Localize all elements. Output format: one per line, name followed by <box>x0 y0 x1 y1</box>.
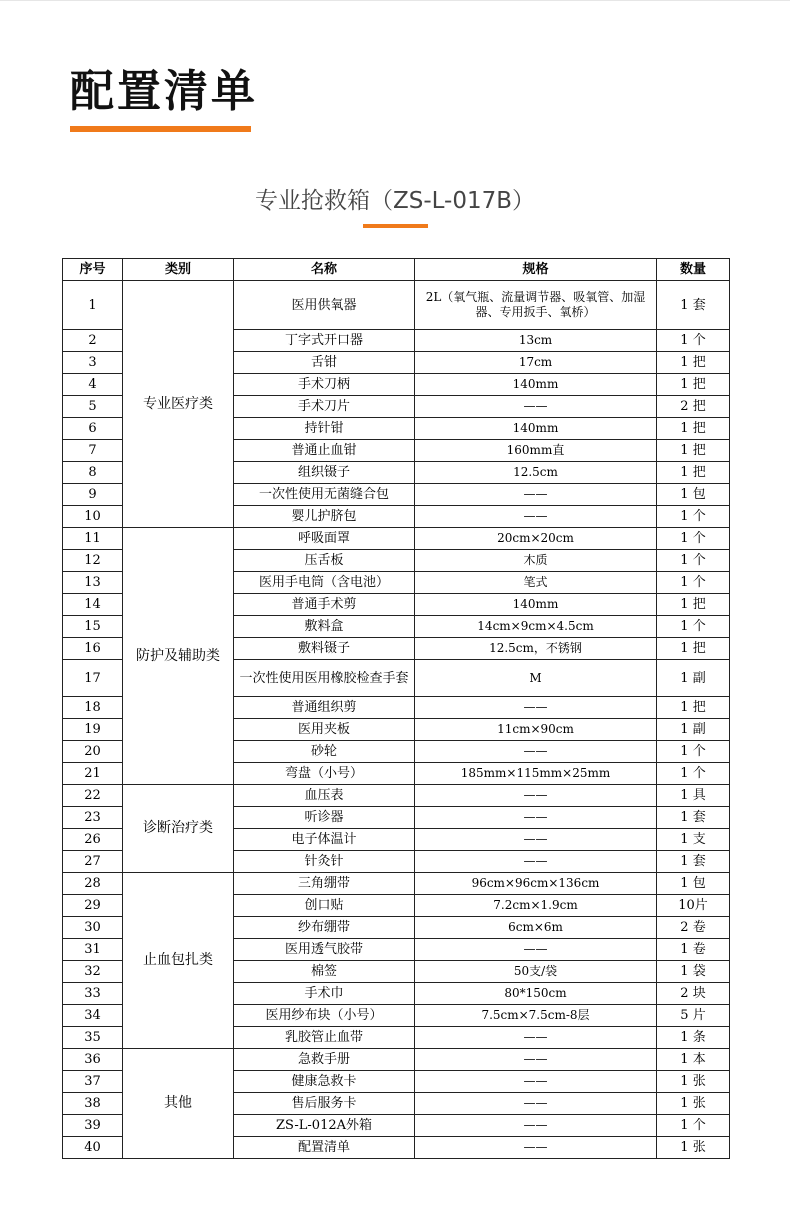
item-quantity: 1 本 <box>657 1049 730 1071</box>
item-name: 手术巾 <box>234 983 415 1005</box>
item-quantity: 1 个 <box>657 616 730 638</box>
item-spec: —— <box>415 1093 657 1115</box>
item-name: 三角绷带 <box>234 873 415 895</box>
item-name: 普通组织剪 <box>234 697 415 719</box>
item-quantity: 1 把 <box>657 594 730 616</box>
item-spec: —— <box>415 1071 657 1093</box>
row-number: 30 <box>63 917 123 939</box>
item-name: 医用供氧器 <box>234 281 415 330</box>
header-spec: 规格 <box>415 259 657 281</box>
item-spec: 80*150cm <box>415 983 657 1005</box>
item-quantity: 1 把 <box>657 352 730 374</box>
row-number: 31 <box>63 939 123 961</box>
item-quantity: 1 把 <box>657 697 730 719</box>
row-number: 13 <box>63 572 123 594</box>
item-name: 急救手册 <box>234 1049 415 1071</box>
item-spec: 160mm直 <box>415 440 657 462</box>
item-spec: —— <box>415 785 657 807</box>
item-spec: 木质 <box>415 550 657 572</box>
item-quantity: 1 袋 <box>657 961 730 983</box>
item-name: 呼吸面罩 <box>234 528 415 550</box>
row-number: 3 <box>63 352 123 374</box>
row-number: 29 <box>63 895 123 917</box>
item-spec: 7.2cm×1.9cm <box>415 895 657 917</box>
row-number: 23 <box>63 807 123 829</box>
item-name: 普通止血钳 <box>234 440 415 462</box>
item-name: 售后服务卡 <box>234 1093 415 1115</box>
item-spec: —— <box>415 1115 657 1137</box>
row-number: 21 <box>63 763 123 785</box>
header-no: 序号 <box>63 259 123 281</box>
item-spec: —— <box>415 807 657 829</box>
table-row <box>63 873 730 895</box>
item-spec: 7.5cm×7.5cm-8层 <box>415 1005 657 1027</box>
item-name: 敷料盒 <box>234 616 415 638</box>
category-cell: 诊断治疗类 <box>123 785 234 873</box>
item-name: 医用夹板 <box>234 719 415 741</box>
table-row <box>63 785 730 807</box>
item-quantity: 1 个 <box>657 550 730 572</box>
item-spec: 14cm×9cm×4.5cm <box>415 616 657 638</box>
item-quantity: 5 片 <box>657 1005 730 1027</box>
row-number: 32 <box>63 961 123 983</box>
row-number: 9 <box>63 484 123 506</box>
item-quantity: 1 个 <box>657 741 730 763</box>
item-quantity: 1 个 <box>657 330 730 352</box>
title-underline <box>70 126 251 132</box>
row-number: 17 <box>63 660 123 697</box>
item-quantity: 1 卷 <box>657 939 730 961</box>
item-spec: 笔式 <box>415 572 657 594</box>
row-number: 38 <box>63 1093 123 1115</box>
row-number: 27 <box>63 851 123 873</box>
item-name: 组织镊子 <box>234 462 415 484</box>
item-quantity: 1 把 <box>657 440 730 462</box>
item-spec: —— <box>415 939 657 961</box>
item-name: 弯盘（小号） <box>234 763 415 785</box>
product-subtitle: 专业抢救箱（ZS-L-017B） <box>254 188 536 214</box>
item-quantity: 1 副 <box>657 660 730 697</box>
item-name: 舌钳 <box>234 352 415 374</box>
item-spec: 12.5cm，不锈钢 <box>415 638 657 660</box>
item-quantity: 1 支 <box>657 829 730 851</box>
item-name: 医用纱布块（小号） <box>234 1005 415 1027</box>
row-number: 12 <box>63 550 123 572</box>
row-number: 5 <box>63 396 123 418</box>
row-number: 16 <box>63 638 123 660</box>
item-quantity: 1 张 <box>657 1093 730 1115</box>
header-qty: 数量 <box>657 259 730 281</box>
row-number: 18 <box>63 697 123 719</box>
item-name: 配置清单 <box>234 1137 415 1159</box>
item-spec: —— <box>415 484 657 506</box>
configuration-table <box>62 258 730 1159</box>
table-header-row <box>63 259 730 281</box>
table-row <box>63 528 730 550</box>
item-spec: —— <box>415 1049 657 1071</box>
item-name: 手术刀片 <box>234 396 415 418</box>
item-spec: —— <box>415 851 657 873</box>
item-name: 敷料镊子 <box>234 638 415 660</box>
item-name: 针灸针 <box>234 851 415 873</box>
item-spec: 96cm×96cm×136cm <box>415 873 657 895</box>
item-spec: —— <box>415 1137 657 1159</box>
row-number: 34 <box>63 1005 123 1027</box>
item-quantity: 1 个 <box>657 506 730 528</box>
row-number: 28 <box>63 873 123 895</box>
row-number: 33 <box>63 983 123 1005</box>
item-quantity: 1 条 <box>657 1027 730 1049</box>
item-spec: 11cm×90cm <box>415 719 657 741</box>
row-number: 39 <box>63 1115 123 1137</box>
item-spec: 17cm <box>415 352 657 374</box>
item-quantity: 1 副 <box>657 719 730 741</box>
page-title: 配置清单 <box>70 66 258 117</box>
item-quantity: 1 把 <box>657 374 730 396</box>
item-name: 压舌板 <box>234 550 415 572</box>
row-number: 11 <box>63 528 123 550</box>
item-quantity: 1 张 <box>657 1137 730 1159</box>
row-number: 4 <box>63 374 123 396</box>
item-quantity: 1 把 <box>657 418 730 440</box>
item-spec: 13cm <box>415 330 657 352</box>
item-quantity: 10片 <box>657 895 730 917</box>
item-quantity: 1 套 <box>657 281 730 330</box>
item-name: 普通手术剪 <box>234 594 415 616</box>
item-name: 婴儿护脐包 <box>234 506 415 528</box>
item-spec: 12.5cm <box>415 462 657 484</box>
item-name: 创口贴 <box>234 895 415 917</box>
item-spec: M <box>415 660 657 697</box>
header-name: 名称 <box>234 259 415 281</box>
item-quantity: 1 张 <box>657 1071 730 1093</box>
table-body <box>63 281 730 1159</box>
row-number: 7 <box>63 440 123 462</box>
item-quantity: 1 把 <box>657 638 730 660</box>
item-name: 一次性使用无菌缝合包 <box>234 484 415 506</box>
row-number: 37 <box>63 1071 123 1093</box>
row-number: 2 <box>63 330 123 352</box>
item-spec: —— <box>415 506 657 528</box>
item-quantity: 1 包 <box>657 873 730 895</box>
row-number: 1 <box>63 281 123 330</box>
item-spec: —— <box>415 396 657 418</box>
category-cell: 其他 <box>123 1049 234 1159</box>
category-cell: 专业医疗类 <box>123 281 234 528</box>
item-name: 医用透气胶带 <box>234 939 415 961</box>
item-spec: —— <box>415 697 657 719</box>
item-spec: 2L（氧气瓶、流量调节器、吸氧管、加湿器、专用扳手、氧桥） <box>415 281 657 330</box>
item-spec: 185mm×115mm×25mm <box>415 763 657 785</box>
item-quantity: 1 包 <box>657 484 730 506</box>
item-name: 血压表 <box>234 785 415 807</box>
top-divider <box>0 0 790 1</box>
row-number: 14 <box>63 594 123 616</box>
row-number: 6 <box>63 418 123 440</box>
item-quantity: 1 个 <box>657 528 730 550</box>
row-number: 20 <box>63 741 123 763</box>
category-cell: 防护及辅助类 <box>123 528 234 785</box>
item-name: 纱布绷带 <box>234 917 415 939</box>
item-name: 乳胶管止血带 <box>234 1027 415 1049</box>
item-spec: 20cm×20cm <box>415 528 657 550</box>
item-quantity: 1 个 <box>657 1115 730 1137</box>
row-number: 10 <box>63 506 123 528</box>
item-spec: 6cm×6m <box>415 917 657 939</box>
item-spec: —— <box>415 829 657 851</box>
item-spec: 50支/袋 <box>415 961 657 983</box>
row-number: 22 <box>63 785 123 807</box>
item-name: 砂轮 <box>234 741 415 763</box>
row-number: 19 <box>63 719 123 741</box>
item-spec: 140mm <box>415 418 657 440</box>
item-quantity: 1 把 <box>657 462 730 484</box>
item-name: 一次性使用医用橡胶检查手套 <box>234 660 415 697</box>
row-number: 40 <box>63 1137 123 1159</box>
category-cell: 止血包扎类 <box>123 873 234 1049</box>
row-number: 8 <box>63 462 123 484</box>
item-name: 持针钳 <box>234 418 415 440</box>
row-number: 35 <box>63 1027 123 1049</box>
table-row <box>63 1049 730 1071</box>
item-name: 听诊器 <box>234 807 415 829</box>
item-name: 棉签 <box>234 961 415 983</box>
item-quantity: 1 个 <box>657 572 730 594</box>
item-spec: —— <box>415 741 657 763</box>
row-number: 26 <box>63 829 123 851</box>
item-quantity: 2 把 <box>657 396 730 418</box>
header-category: 类别 <box>123 259 234 281</box>
item-spec: 140mm <box>415 594 657 616</box>
table-row <box>63 281 730 330</box>
subtitle-underline <box>363 224 428 228</box>
item-spec: 140mm <box>415 374 657 396</box>
row-number: 36 <box>63 1049 123 1071</box>
item-quantity: 1 具 <box>657 785 730 807</box>
row-number: 15 <box>63 616 123 638</box>
item-name: 手术刀柄 <box>234 374 415 396</box>
item-quantity: 1 套 <box>657 807 730 829</box>
item-spec: —— <box>415 1027 657 1049</box>
item-name: ZS-L-012A外箱 <box>234 1115 415 1137</box>
item-name: 电子体温计 <box>234 829 415 851</box>
item-quantity: 1 套 <box>657 851 730 873</box>
item-quantity: 2 卷 <box>657 917 730 939</box>
item-name: 健康急救卡 <box>234 1071 415 1093</box>
item-quantity: 1 个 <box>657 763 730 785</box>
item-name: 医用手电筒（含电池） <box>234 572 415 594</box>
item-quantity: 2 块 <box>657 983 730 1005</box>
item-name: 丁字式开口器 <box>234 330 415 352</box>
